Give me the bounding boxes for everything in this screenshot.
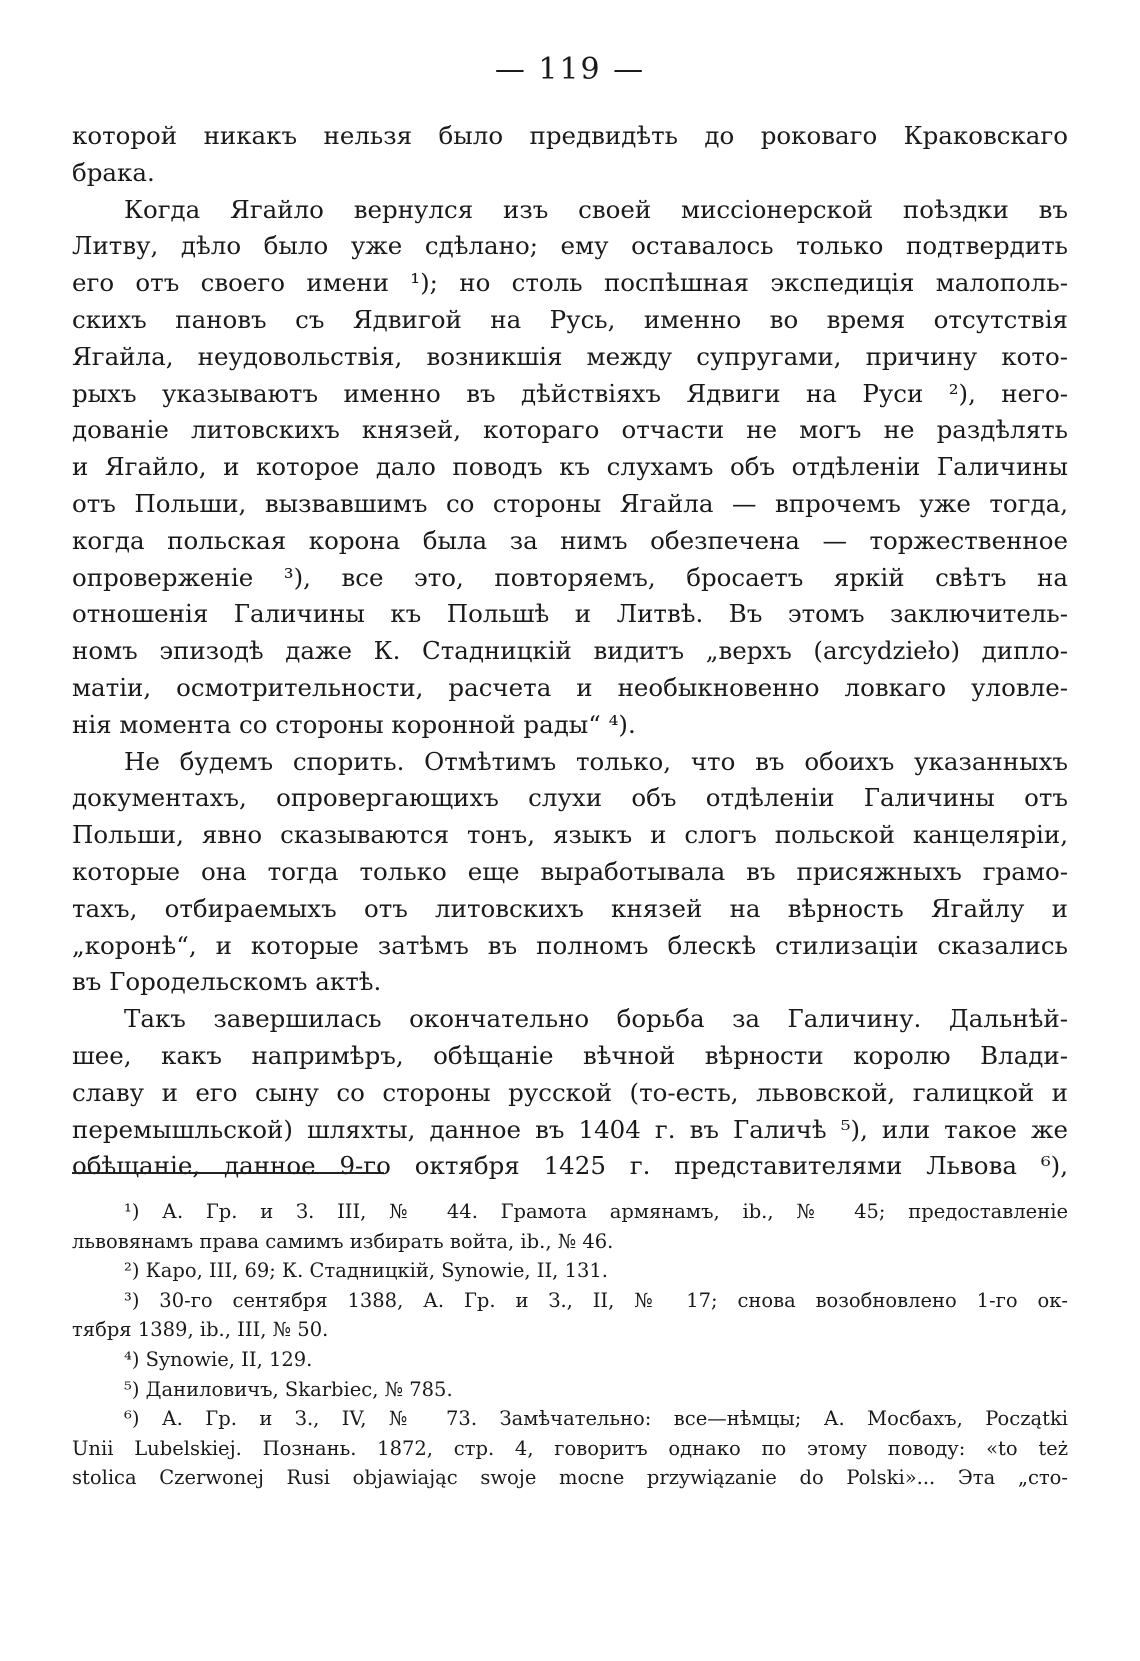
page-number: — 119 — xyxy=(494,52,646,87)
text-line: Польши, явно сказываются тонъ, языкъ и слогъ польской канцеляріи, xyxy=(72,820,1068,850)
text-line: славу и его сыну со стороны русской (то-есть, львовской, галицкой и xyxy=(72,1077,1068,1107)
footnote-line: stolica Czerwonej Rusi objawiając swoje mocne przywiązanie do Polski»... Эта „сто- xyxy=(72,1466,1068,1490)
text-line: которые она тогда только еще выработывала въ присяжныхъ грамо- xyxy=(72,856,1068,886)
text-line: Литву, дѣло было уже сдѣлано; ему оставалось только подтвердить xyxy=(72,231,1068,261)
footnote-line: ⁶) А. Гр. и З., IV, № 73. Замѣчательно: все—нѣмцы; А. Мосбахъ, Początki xyxy=(124,1407,1068,1431)
footnote-line: львовянамъ права самимъ избирать войта, ib., № 46. xyxy=(72,1229,614,1253)
main-text xyxy=(72,118,1068,1185)
text-line: и Ягайло, и которое дало поводъ къ слухамъ объ отдѣленіи Галичины xyxy=(72,452,1068,482)
footnote-line: ⁵) Даниловичъ, Skarbiec, № 785. xyxy=(124,1377,453,1401)
text-line: его отъ своего имени ¹); но столь поспѣшная экспедиція малополь- xyxy=(72,268,1068,298)
text-line: тахъ, отбираемыхъ отъ литовскихъ князей на вѣрность Ягайлу и xyxy=(72,893,1068,923)
text-line: матіи, осмотрительности, расчета и необыкновенно ловкаго уловле- xyxy=(72,672,1068,702)
text-line: шее, какъ напримѣръ, обѣщаніе вѣчной вѣрности королю Влади- xyxy=(72,1040,1068,1070)
text-line: документахъ, опровергающихъ слухи объ отдѣленіи Галичины отъ xyxy=(72,783,1068,813)
footnote-line: ²) Каро, III, 69; К. Стадницкій, Synowie, II, 131. xyxy=(124,1259,608,1283)
text-line: въ Городельскомъ актѣ. xyxy=(72,967,382,997)
text-line: Когда Ягайло вернулся изъ своей миссіонерской поѣздки въ xyxy=(124,194,1068,224)
footnotes xyxy=(72,1197,1068,1493)
text-line: перемышльской) шляхты, данное въ 1404 г. въ Галичѣ ⁵), или такое же xyxy=(72,1114,1068,1144)
text-line: отношенія Галичины къ Польшѣ и Литвѣ. Въ этомъ заключитель- xyxy=(72,599,1068,629)
footnote-line: тября 1389, ib., III, № 50. xyxy=(72,1318,329,1342)
text-line: обѣщаніе, данное 9-го октября 1425 г. представителями Львова ⁶), xyxy=(72,1151,1068,1181)
text-line: номъ эпизодѣ даже К. Стадницкій видитъ „верхъ (arcydzieło) дипло- xyxy=(72,636,1068,666)
text-line: рыхъ указываютъ именно въ дѣйствіяхъ Ядвиги на Руси ²), него- xyxy=(72,378,1068,408)
text-line: „коронѣ“, и которые затѣмъ въ полномъ блескѣ стилизаціи сказались xyxy=(72,930,1068,960)
text-line: когда польская корона была за нимъ обезпечена — торжественное xyxy=(72,525,1068,555)
text-line: которой никакъ нельзя было предвидѣть до роковаго Краковскаго xyxy=(72,121,1068,150)
footnote-divider xyxy=(72,1172,384,1174)
text-line: отъ Польши, вызвавшимъ со стороны Ягайла — впрочемъ уже тогда, xyxy=(72,488,1068,518)
text-line: опроверженіе ³), все это, повторяемъ, бросаетъ яркій свѣтъ на xyxy=(72,562,1068,592)
footnote-line: ⁴) Synowie, II, 129. xyxy=(124,1347,313,1371)
footnote-line: ³) 30-го сентября 1388, А. Гр. и З., II, № 17; снова возобновлено 1-го ок- xyxy=(124,1288,1068,1312)
footnote-line: ¹) А. Гр. и З. III, № 44. Грамота армянамъ, ib., № 45; предоставленіе xyxy=(124,1200,1068,1223)
text-line: Не будемъ спорить. Отмѣтимъ только, что въ обоихъ указанныхъ xyxy=(124,746,1068,776)
text-line: брака. xyxy=(72,157,155,187)
text-line: Такъ завершилась окончательно борьба за Галичину. Дальнѣй- xyxy=(124,1004,1068,1034)
text-line: скихъ пановъ съ Ядвигой на Русь, именно во время отсутствія xyxy=(72,304,1068,334)
text-line: дованіе литовскихъ князей, котораго отчасти не могъ не раздѣлять xyxy=(72,415,1068,445)
text-line: нія момента со стороны коронной рады“ ⁴). xyxy=(72,709,636,739)
text-line: Ягайла, неудовольствія, возникшія между супругами, причину кото- xyxy=(72,341,1068,371)
footnote-line: Unii Lubelskiej. Познань. 1872, стр. 4, говоритъ однако по этому поводу: «to też xyxy=(72,1436,1068,1460)
